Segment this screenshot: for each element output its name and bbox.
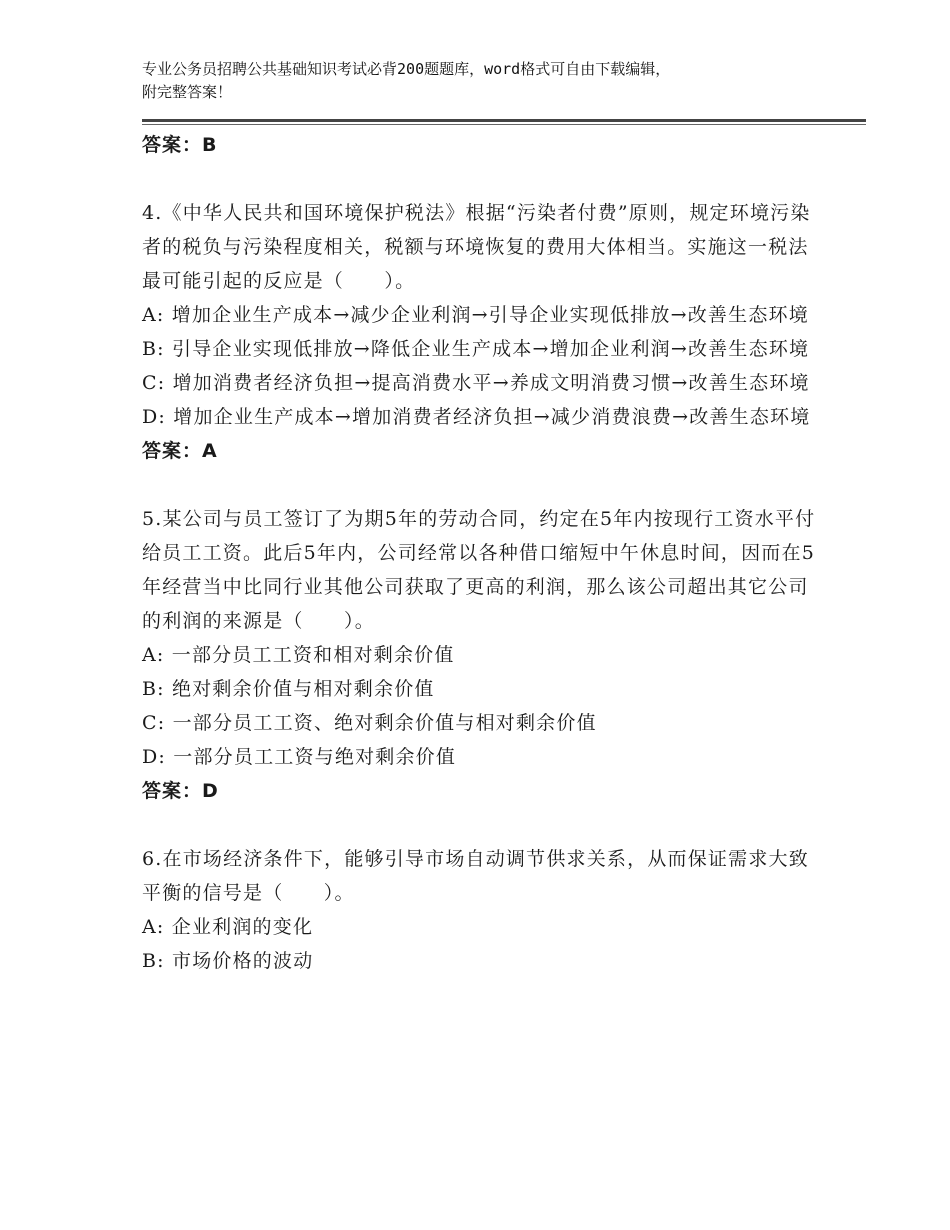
option-a: A: 增加企业生产成本→减少企业利润→引导企业实现低排放→改善生态环境 [142, 304, 809, 326]
option-d: D: 增加企业生产成本→增加消费者经济负担→减少消费浪费→改善生态环境 [142, 406, 811, 428]
option-b: B: 绝对剩余价值与相对剩余价值 [142, 678, 435, 700]
question-stem: 5.某公司与员工签订了为期5年的劳动合同，约定在5年内按现行工资水平付给员工工资。此后5年内，公司经常以各种借口缩短中午休息时间，因而在5年经营当中比同行业其他公司获取了更高的利润，那么该公司超出其它公司的利润的来源是（ ）。 [142, 508, 816, 632]
header-divider-thin [142, 124, 866, 125]
option-c: C: 增加消费者经济负担→提高消费水平→养成文明消费习惯→改善生态环境 [142, 372, 810, 394]
option-c: C: 一部分员工工资、绝对剩余价值与相对剩余价值 [142, 712, 597, 734]
option-b: B: 市场价格的波动 [142, 950, 314, 972]
question-stem: 6.在市场经济条件下，能够引导市场自动调节供求关系，从而保证需求大致平衡的信号是（ ）。 [142, 848, 809, 904]
option-a: A: 企业利润的变化 [142, 916, 314, 938]
answer-label: 答案：A [142, 440, 218, 462]
option-d: D: 一部分员工工资与绝对剩余价值 [142, 746, 457, 768]
question-4 [142, 196, 822, 468]
question-5 [142, 502, 822, 808]
header-line-2: 附完整答案！ [142, 83, 233, 101]
question-stem: 4.《中华人民共和国环境保护税法》根据“污染者付费”原则，规定环境污染者的税负与污染程度相关，税额与环境恢复的费用大体相当。实施这一税法最可能引起的反应是（ ）。 [142, 202, 811, 292]
question-6 [142, 842, 822, 978]
header-line-1: 专业公务员招聘公共基础知识考试必背200题题库，word格式可自由下载编辑， [142, 60, 671, 78]
option-a: A: 一部分员工工资和相对剩余价值 [142, 644, 455, 666]
question-content [142, 128, 822, 978]
document-header [142, 58, 842, 104]
header-divider-thick [142, 119, 866, 122]
option-b: B: 引导企业实现低排放→降低企业生产成本→增加企业利润→改善生态环境 [142, 338, 810, 360]
answer-label: 答案：B [142, 134, 218, 156]
answer-label: 答案：D [142, 780, 219, 802]
